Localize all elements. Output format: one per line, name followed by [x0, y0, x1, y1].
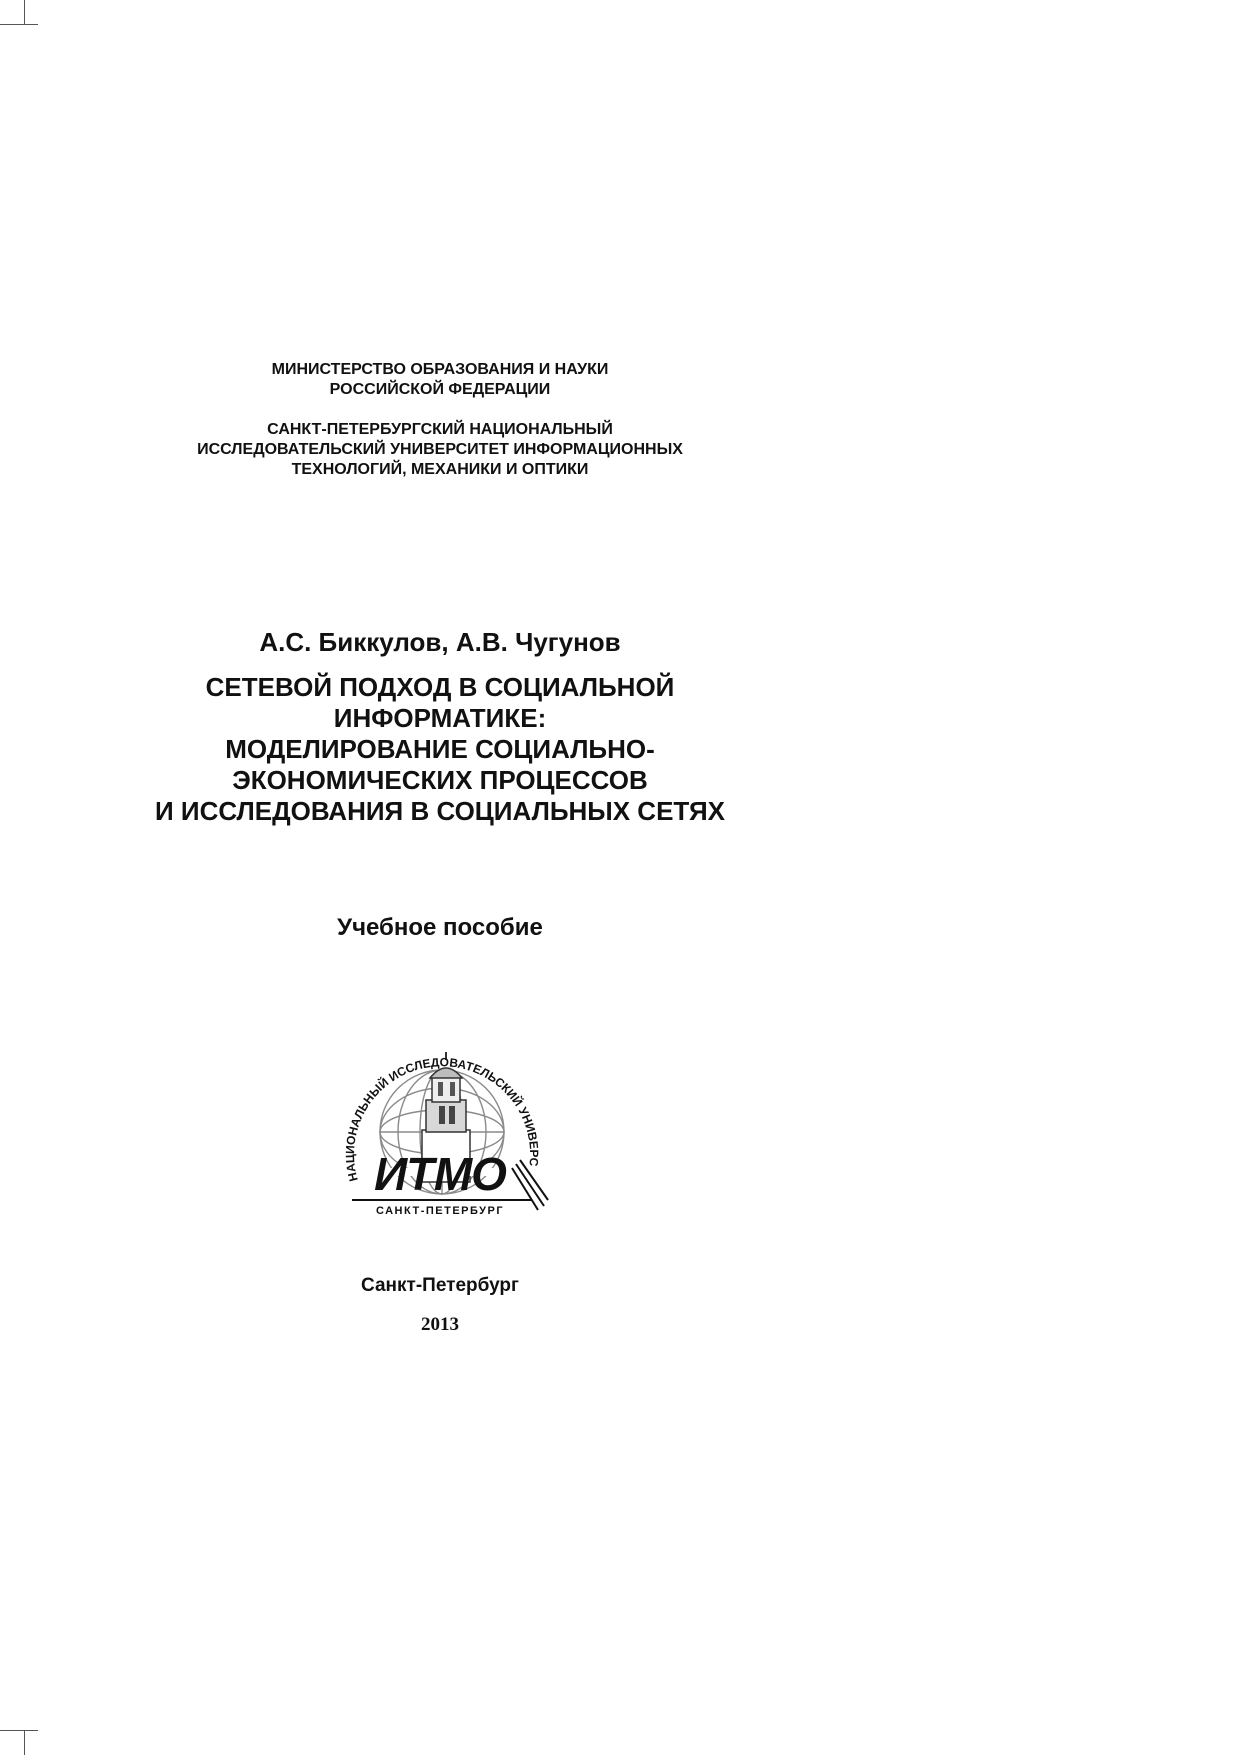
book-title-line: МОДЕЛИРОВАНИЕ СОЦИАЛЬНО- [225, 734, 655, 764]
crop-mark-bottom-vertical [24, 1730, 25, 1755]
crop-mark-bottom-horizontal [0, 1730, 38, 1731]
publication-city: Санкт-Петербург [361, 1275, 519, 1296]
book-type: Учебное пособие [337, 914, 543, 941]
logo-wordmark: ИТМО [374, 1148, 506, 1200]
crop-mark-top-vertical [24, 0, 25, 24]
crop-mark-top-horizontal [0, 24, 38, 25]
book-authors: А.С. Биккулов, А.В. Чугунов [259, 627, 621, 657]
ministry-line: МИНИСТЕРСТВО ОБРАЗОВАНИЯ И НАУКИ [271, 361, 609, 378]
publication-year: 2013 [421, 1314, 459, 1335]
book-title-line: ЭКОНОМИЧЕСКИХ ПРОЦЕССОВ [232, 765, 648, 795]
itmo-university-logo [322, 1040, 572, 1220]
logo-city-text: САНКТ-ПЕТЕРБУРГ [375, 1205, 505, 1217]
ministry-line: РОССИЙСКОЙ ФЕДЕРАЦИИ [329, 381, 551, 398]
ministry-heading [100, 360, 780, 400]
book-title-line: ИНФОРМАТИКЕ: [333, 703, 547, 733]
book-title [100, 672, 780, 827]
book-title-line: СЕТЕВОЙ ПОДХОД В СОЦИАЛЬНОЙ [205, 672, 675, 702]
book-title-line: И ИССЛЕДОВАНИЯ В СОЦИАЛЬНЫХ СЕТЯХ [154, 796, 725, 826]
university-line: ИССЛЕДОВАТЕЛЬСКИЙ УНИВЕРСИТЕТ ИНФОРМАЦИОННЫХ [197, 441, 683, 458]
university-heading [100, 420, 780, 480]
university-line: ТЕХНОЛОГИЙ, МЕХАНИКИ И ОПТИКИ [291, 461, 589, 478]
university-line: САНКТ-ПЕТЕРБУРГСКИЙ НАЦИОНАЛЬНЫЙ [267, 421, 613, 438]
logo-arc-text: НАЦИОНАЛЬНЫЙ ИССЛЕДОВАТЕЛЬСКИЙ УНИВЕРС [342, 1055, 542, 1183]
itmo-logo-graphic [322, 1040, 572, 1220]
